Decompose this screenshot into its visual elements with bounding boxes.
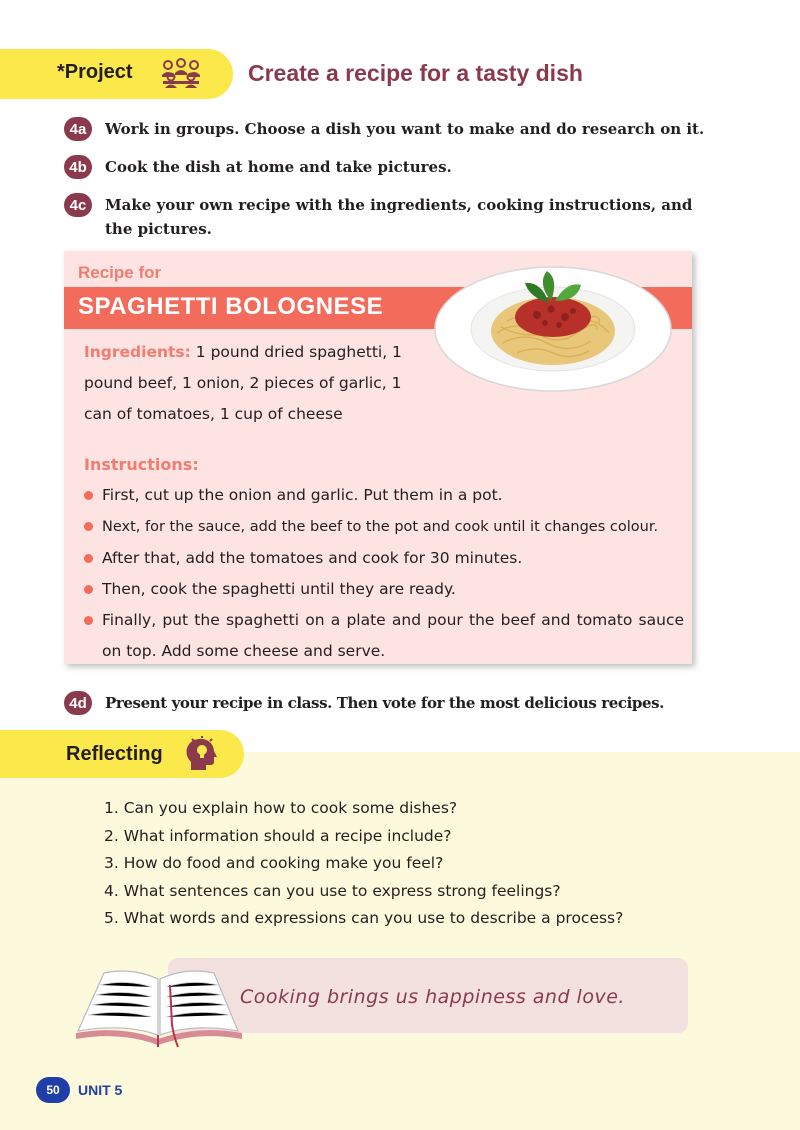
task-4b: [64, 155, 705, 179]
task-4a: [64, 117, 705, 141]
task-badge: 4c: [64, 193, 92, 217]
bullet-icon: [84, 522, 93, 531]
list-item: 4. What sentences can you use to express strong feelings?: [104, 881, 561, 900]
task-badge: 4a: [64, 117, 92, 141]
task-badge: 4d: [64, 691, 92, 715]
list-item: Then, cook the spaghetti until they are ready.: [84, 574, 684, 605]
recipe-title: SPAGHETTI BOLOGNESE: [78, 293, 384, 320]
task-4c: [64, 193, 705, 241]
page-number: 50: [36, 1077, 70, 1103]
project-title: Create a recipe for a tasty dish: [248, 60, 583, 86]
task-text: Present your recipe in class. Then vote for the most delicious recipes.: [105, 694, 664, 712]
unit-label: UNIT 5: [78, 1082, 123, 1098]
group-people-icon: [159, 57, 203, 91]
task-badge: 4b: [64, 155, 92, 179]
instructions-list: [84, 480, 684, 667]
recipe-subtitle: Recipe for: [78, 263, 162, 282]
quote-text: Cooking brings us happiness and love.: [240, 986, 625, 1008]
reflecting-header: [0, 730, 244, 778]
open-book-icon: [74, 965, 244, 1050]
bullet-icon: [84, 491, 93, 500]
bullet-icon: [84, 585, 93, 594]
list-item: Finally, put the spaghetti on a plate and pour the beef and tomato sauce on top. Add some cheese and serve.: [84, 605, 684, 667]
recipe-card: [64, 251, 692, 664]
project-label: *Project: [57, 61, 133, 83]
bullet-icon: [84, 616, 93, 625]
instructions-label: Instructions:: [84, 455, 199, 474]
ingredients-block: [84, 337, 414, 430]
list-item: After that, add the tomatoes and cook for 30 minutes.: [84, 543, 684, 574]
bullet-icon: [84, 554, 93, 563]
task-text: Work in groups. Choose a dish you want to make and do research on it.: [105, 120, 705, 138]
quote-box: [168, 958, 688, 1033]
project-header: [0, 49, 233, 99]
task-4d: [64, 691, 725, 715]
list-item: 2. What information should a recipe include?: [104, 826, 452, 845]
head-lightbulb-icon: [183, 736, 219, 772]
list-item: 3. How do food and cooking make you feel?: [104, 854, 444, 873]
reflecting-label: Reflecting: [66, 743, 163, 765]
list-item: Next, for the sauce, add the beef to the pot and cook until it changes colour.: [84, 511, 684, 543]
task-text: Make your own recipe with the ingredients, cooking instructions, and the pictures.: [105, 196, 693, 238]
list-item: First, cut up the onion and garlic. Put them in a pot.: [84, 480, 684, 511]
task-text: Cook the dish at home and take pictures.: [105, 158, 452, 176]
list-item: 1. Can you explain how to cook some dishes?: [104, 799, 458, 817]
list-item: 5. What words and expressions can you use to describe a process?: [104, 909, 624, 928]
ingredients-text: 1 pound dried spaghetti, 1 pound beef, 1 onion, 2 pieces of garlic, 1 can of tomatoes, 1 cup of cheese: [84, 343, 402, 423]
spaghetti-plate-photo: [433, 257, 673, 397]
ingredients-label: Ingredients:: [84, 343, 191, 361]
reflecting-questions: [104, 795, 623, 933]
